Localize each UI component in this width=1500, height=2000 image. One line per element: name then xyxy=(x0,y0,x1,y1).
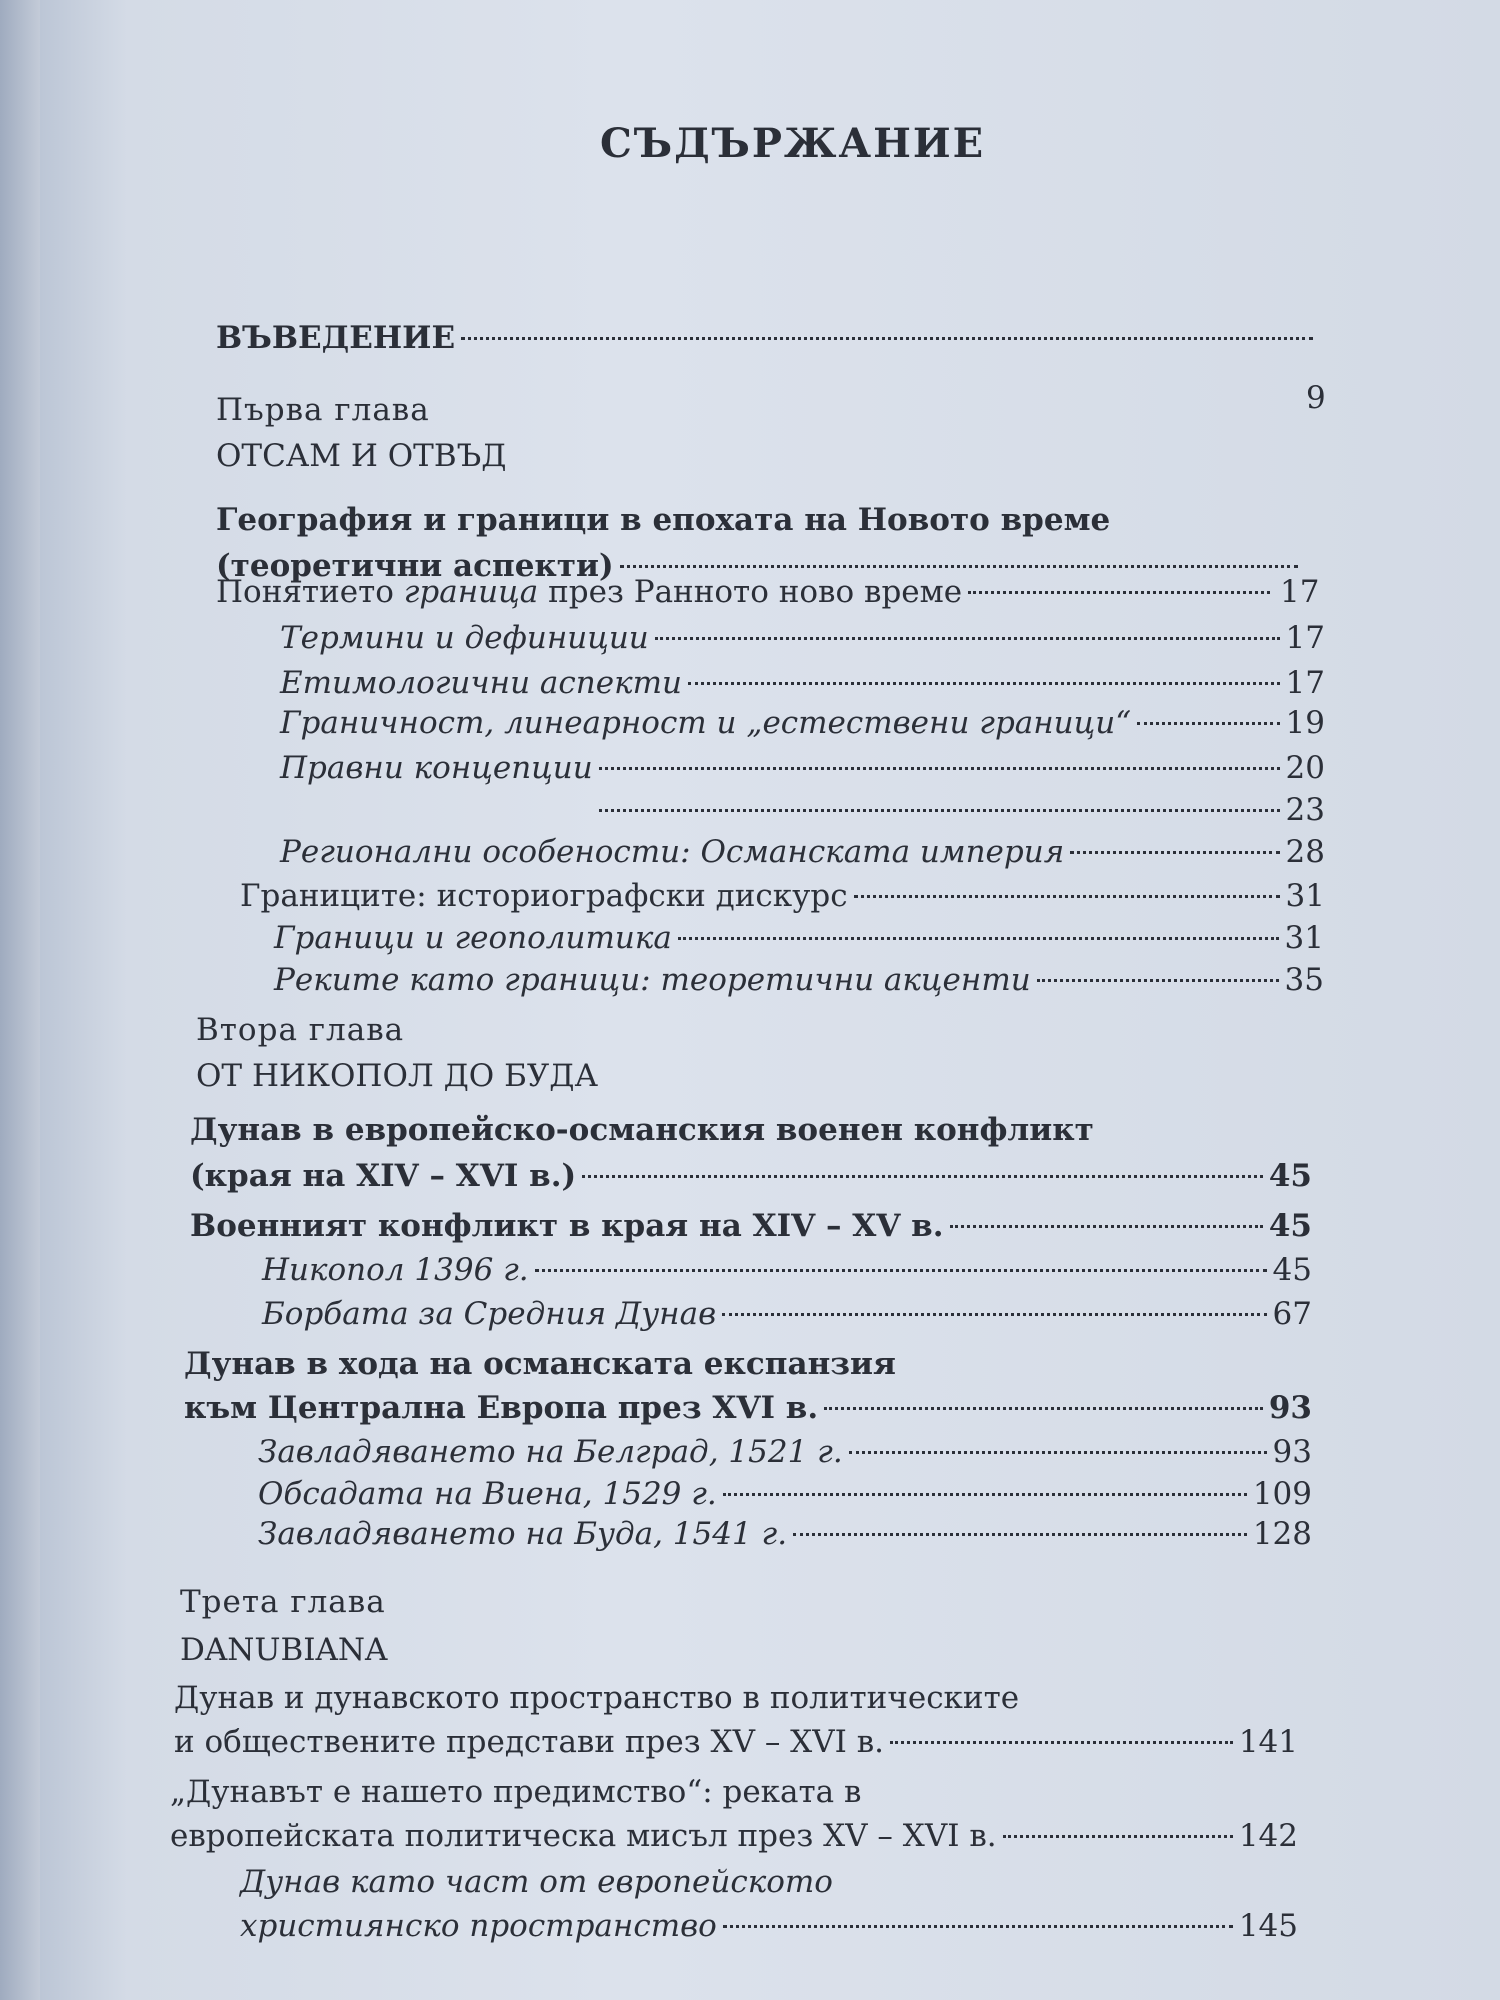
toc-entry xyxy=(280,663,1325,703)
toc-page-number: 45 xyxy=(1268,1158,1312,1194)
toc-page-number: 45 xyxy=(1268,1208,1312,1244)
toc-page-number: 9 xyxy=(1306,380,1326,416)
toc-entry xyxy=(280,790,1325,830)
dot-leader xyxy=(723,1925,1233,1928)
toc-page-number: 17 xyxy=(1280,574,1320,610)
toc-entry-label: Завладяването на Буда, 1541 г. xyxy=(258,1516,788,1552)
toc-entry-label: Борбата за Средния Дунав xyxy=(262,1296,717,1332)
dot-leader xyxy=(461,337,1313,340)
dot-leader xyxy=(968,591,1270,594)
toc-page-number: 20 xyxy=(1285,750,1325,786)
toc-page-number: 35 xyxy=(1284,962,1324,998)
toc-entry-label: Военният конфликт в края на XIV – XV в. xyxy=(190,1208,944,1244)
toc-entry-label: Завладяването на Белград, 1521 г. xyxy=(258,1434,843,1470)
dot-leader xyxy=(849,1451,1267,1454)
toc-entry xyxy=(240,876,1325,916)
toc-entry-label: Граници и геополитика xyxy=(274,920,672,956)
toc-entry-label: Дунав в хода на османската експанзия xyxy=(184,1346,896,1382)
toc-entry-label: Правни концепции xyxy=(280,750,593,786)
toc-entry xyxy=(280,832,1325,872)
toc-entry-label: Регионални особености: Османската империя xyxy=(280,834,1065,870)
toc-page-number: 67 xyxy=(1272,1296,1312,1332)
dot-leader xyxy=(824,1407,1263,1410)
dot-leader xyxy=(854,895,1280,898)
toc-entry-label: Термини и дефиниции xyxy=(280,620,649,656)
toc-entry-label: Обсадата на Виена, 1529 г. xyxy=(258,1476,717,1512)
dot-leader xyxy=(655,637,1280,640)
dot-leader xyxy=(688,682,1280,685)
toc-entry-label xyxy=(216,572,962,612)
dot-leader xyxy=(793,1533,1247,1536)
toc-entry xyxy=(170,1816,1298,1856)
chapter-title: DANUBIANA xyxy=(180,1632,388,1668)
chapter-subtitle: География и граници в епохата на Новото време xyxy=(216,502,1111,538)
label-part: Понятието xyxy=(216,574,404,610)
toc-page-number: 109 xyxy=(1252,1476,1312,1512)
toc-page-number: 28 xyxy=(1285,834,1325,870)
toc-entry xyxy=(280,748,1325,788)
toc-page-number: 142 xyxy=(1238,1818,1298,1854)
toc-entry-intro xyxy=(216,318,1341,358)
chapter-subtitle: Дунав и дунавското пространство в политическите xyxy=(174,1680,1020,1716)
dot-leader xyxy=(890,1741,1233,1744)
toc-entry xyxy=(174,1722,1298,1762)
toc-page-number: 17 xyxy=(1285,620,1325,656)
dot-leader xyxy=(722,1313,1266,1316)
dot-leader xyxy=(620,565,1299,568)
page-title: СЪДЪРЖАНИЕ xyxy=(600,120,986,167)
dot-leader xyxy=(1137,722,1279,725)
toc-page-number: 19 xyxy=(1285,705,1325,741)
toc-entry xyxy=(258,1432,1312,1472)
toc-entry-label: Реките като граници: теоретични акценти xyxy=(274,962,1031,998)
toc-entry xyxy=(274,918,1324,958)
toc-entry-label: и обществените представи през XV – XVI в. xyxy=(174,1724,885,1760)
toc-entry xyxy=(280,618,1325,658)
toc-entry xyxy=(274,960,1324,1000)
dot-leader xyxy=(678,937,1279,940)
chapter-heading: Втора глава xyxy=(196,1012,405,1048)
toc-entry-label: „Дунавът е нашето предимство“: реката в xyxy=(170,1774,862,1810)
table-of-contents xyxy=(40,0,1500,2000)
label-emphasis: граница xyxy=(403,574,539,610)
toc-page-number: 17 xyxy=(1285,665,1325,701)
toc-entry xyxy=(216,572,1276,612)
book-spine-shadow xyxy=(0,0,40,2000)
label-part: през Ранното ново време xyxy=(538,574,963,610)
dot-leader xyxy=(599,809,1280,812)
toc-entry xyxy=(258,1514,1312,1554)
toc-entry xyxy=(240,1906,1298,1946)
toc-entry-label: към Централна Европа през XVI в. xyxy=(184,1390,819,1426)
toc-page-number: 45 xyxy=(1272,1252,1312,1288)
toc-page-number: 93 xyxy=(1272,1434,1312,1470)
dot-leader xyxy=(582,1175,1263,1178)
chapter-title: ОТ НИКОПОЛ ДО БУДА xyxy=(196,1058,598,1094)
toc-entry xyxy=(262,1250,1312,1290)
toc-entry-label: Граничност, линеарност и „естествени граници“ xyxy=(280,705,1132,741)
dot-leader xyxy=(1070,851,1279,854)
dot-leader xyxy=(723,1493,1247,1496)
toc-page-number: 31 xyxy=(1284,920,1324,956)
toc-entry-label: ВЪВЕДЕНИЕ xyxy=(216,320,456,356)
toc-entry xyxy=(184,1388,1312,1428)
toc-entry-label: християнско пространство xyxy=(240,1908,717,1944)
chapter-subtitle: Дунав в европейско-османския военен конфликт xyxy=(190,1112,1094,1148)
dot-leader xyxy=(950,1225,1263,1228)
toc-entry xyxy=(262,1294,1312,1334)
toc-entry-label: Дунав като част от европейското xyxy=(240,1864,833,1900)
toc-entry xyxy=(280,703,1325,743)
toc-entry-label: европейската политическа мисъл през XV – XVI в. xyxy=(170,1818,997,1854)
toc-entry-label: (теоретични аспекти) xyxy=(216,548,614,584)
dot-leader xyxy=(1037,979,1279,982)
toc-entry-label: Границите: историографски дискурс xyxy=(240,878,848,914)
toc-entry xyxy=(258,1474,1312,1514)
toc-entry xyxy=(190,1156,1312,1196)
dot-leader xyxy=(1003,1835,1233,1838)
toc-page-number: 23 xyxy=(1285,792,1325,828)
chapter-heading: Първа глава xyxy=(216,392,430,428)
dot-leader xyxy=(535,1269,1267,1272)
chapter-title: ОТСАМ И ОТВЪД xyxy=(216,438,507,474)
toc-page-number: 145 xyxy=(1238,1908,1298,1944)
toc-entry-label: Никопол 1396 г. xyxy=(262,1252,529,1288)
book-page xyxy=(40,0,1500,2000)
toc-page-number: 128 xyxy=(1252,1516,1312,1552)
toc-entry-label: Етимологични аспекти xyxy=(280,665,682,701)
toc-entry xyxy=(190,1206,1312,1246)
toc-page-number: 31 xyxy=(1285,878,1325,914)
toc-page-number: 141 xyxy=(1238,1724,1298,1760)
toc-entry-label: (края на XIV – XVI в.) xyxy=(190,1158,577,1194)
toc-page-number: 93 xyxy=(1268,1390,1312,1426)
chapter-heading: Трета глава xyxy=(180,1584,386,1620)
dot-leader xyxy=(599,767,1280,770)
